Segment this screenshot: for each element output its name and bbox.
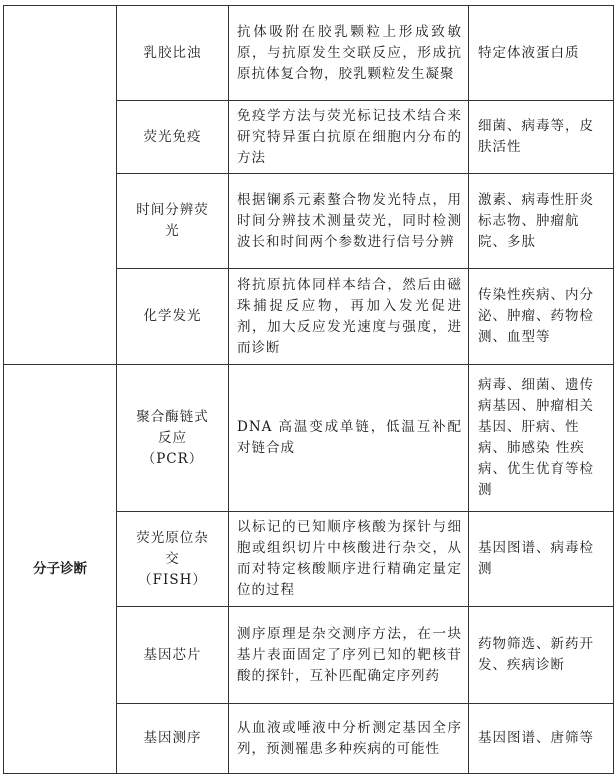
method-name: 乳胶比浊	[117, 6, 229, 101]
table-row	[4, 365, 614, 512]
method-application: 激素、病毒性肝炎标志物、肿瘤航院、多肽	[469, 174, 614, 269]
method-application: 细菌、病毒等，皮肤活性	[469, 101, 614, 174]
method-name: 荧光原位杂 交 （FISH）	[117, 512, 229, 607]
method-description: 从血液或唾液中分析测定基因全序列，预测罹患多种疾病的可能性	[229, 704, 469, 774]
method-description: 将抗原抗体同样本结合，然后由磁珠捕捉反应物，再加入发光促进剂，加大反应发光速度与强度，进而诊断	[229, 269, 469, 365]
method-name: 荧光免疫	[117, 101, 229, 174]
diagnostics-table	[3, 5, 614, 774]
method-description: 测序原理是杂交测序方法，在一块基片表面固定了序列已知的靶核苷酸的探针，互补匹配确定序列药	[229, 607, 469, 704]
method-description: 以标记的已知顺序核酸为探针与细胞或组织切片中核酸进行杂交，从而对特定核酸顺序进行精确定量定位的过程	[229, 512, 469, 607]
method-application: 特定体液蛋白质	[469, 6, 614, 101]
method-description: 根据镧系元素螯合物发光特点，用时间分辨技术测量荧光，同时检测波长和时间两个参数进行信号分辨	[229, 174, 469, 269]
method-name: 时间分辨荧 光	[117, 174, 229, 269]
method-description: 免疫学方法与荧光标记技术结合来研究特异蛋白抗原在细胞内分布的方法	[229, 101, 469, 174]
method-name: 聚合酶链式 反应 （PCR）	[117, 365, 229, 512]
method-name: 基因测序	[117, 704, 229, 774]
category-cell-immuno	[4, 6, 117, 365]
method-application: 传染性疾病、内分泌、肿瘤、药物检测、血型等	[469, 269, 614, 365]
method-application: 基因图谱、唐筛等	[469, 704, 614, 774]
method-application: 病毒、细菌、遗传病基因、肿瘤相关基因、肝病、性病、肺感染 性疾病、优生优育等检测	[469, 365, 614, 512]
category-cell-molecular: 分子诊断	[4, 365, 117, 774]
table-row	[4, 6, 614, 101]
method-description: 抗体吸附在胶乳颗粒上形成致敏原，与抗原发生交联反应，形成抗原抗体复合物，胶乳颗粒发生凝聚	[229, 6, 469, 101]
method-description: DNA 高温变成单链，低温互补配对链合成	[229, 365, 469, 512]
method-name: 基因芯片	[117, 607, 229, 704]
method-name: 化学发光	[117, 269, 229, 365]
method-application: 基因图谱、病毒检测	[469, 512, 614, 607]
method-application: 药物筛选、新药开发、疾病诊断	[469, 607, 614, 704]
